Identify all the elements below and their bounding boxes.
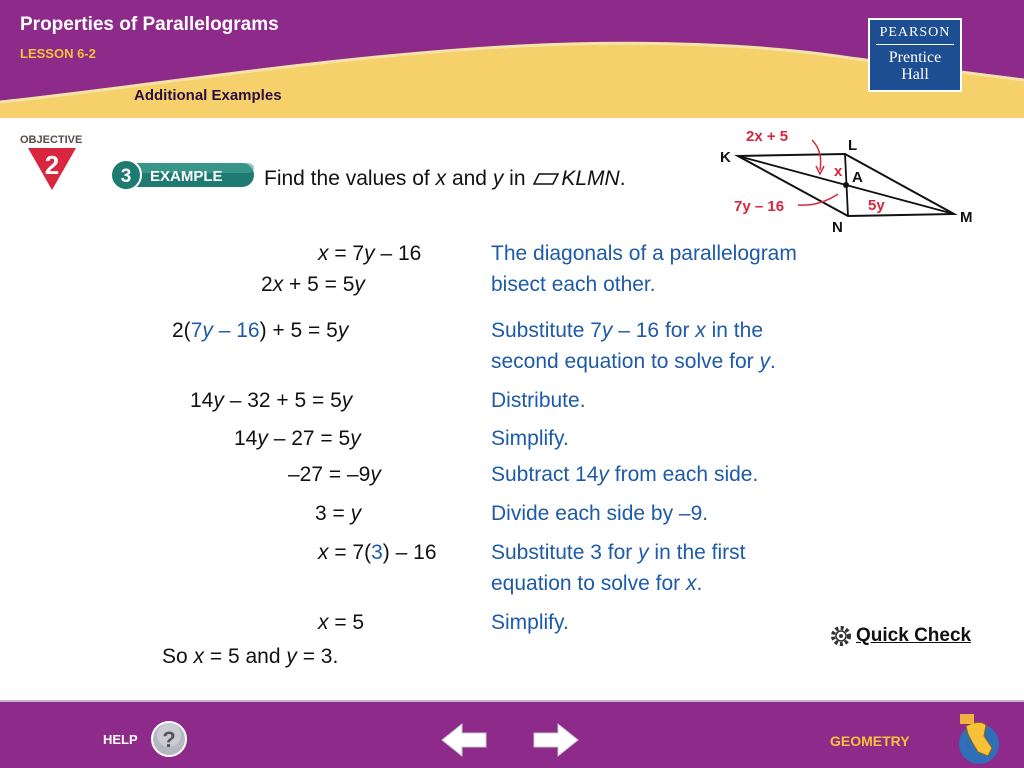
- equation-4: 14y – 32 + 5 = 5y: [190, 389, 353, 412]
- gear-icon: [828, 624, 854, 648]
- segment-label-left: 7y – 16: [734, 198, 785, 215]
- geometry-label: GEOMETRY: [830, 733, 910, 749]
- explanation-1b: bisect each other.: [491, 273, 656, 296]
- figure-label-M: M: [960, 209, 973, 226]
- equation-3: 2(7y – 16) + 5 = 5y: [172, 319, 349, 342]
- figure-label-L: L: [848, 137, 858, 154]
- prompt-var-x: x: [435, 167, 447, 190]
- quick-check-label: Quick Check: [856, 625, 972, 646]
- prompt-text-and: and: [446, 167, 493, 190]
- explanation-3: Distribute.: [491, 389, 586, 412]
- segment-label-top: 2x + 5: [746, 128, 789, 145]
- example-badge: [110, 159, 256, 191]
- explanation-8: Simplify.: [491, 611, 569, 634]
- explanation-6: Divide each side by –9.: [491, 502, 709, 525]
- objective-label: OBJECTIVE: [20, 134, 83, 146]
- help-label: HELP: [103, 732, 138, 747]
- equation-8: x = 7(3) – 16: [318, 541, 437, 564]
- objective-number: 2: [44, 150, 60, 180]
- prompt-text-in: in: [503, 167, 532, 190]
- quick-check-link[interactable]: [828, 624, 971, 648]
- conclusion: So x = 5 and y = 3.: [162, 645, 339, 668]
- prompt-shape-name: KLMN: [561, 167, 620, 190]
- explanation-2a: Substitute 7y – 16 for x in the: [491, 319, 764, 342]
- slide-title: Properties of Parallelograms: [20, 14, 279, 35]
- explanation-7a: Substitute 3 for y in the first: [491, 541, 746, 564]
- figure-label-K: K: [720, 149, 731, 166]
- parallelogram-symbol-icon: [533, 173, 559, 185]
- explanation-4: Simplify.: [491, 427, 569, 450]
- equation-6: –27 = –9y: [288, 463, 381, 486]
- logo-line-2: Prentice: [888, 49, 942, 66]
- equation-2: 2x + 5 = 5y: [261, 273, 365, 296]
- explanation-7b: equation to solve for x.: [491, 572, 703, 595]
- equation-9: x = 5: [318, 611, 365, 634]
- help-button[interactable]: [150, 720, 188, 758]
- lesson-label: LESSON 6-2: [20, 46, 96, 61]
- segment-label-right: 5y: [868, 197, 885, 214]
- figure-label-N: N: [832, 219, 843, 234]
- equation-7: 3 = y: [315, 502, 362, 525]
- publisher-logo: [868, 18, 962, 92]
- example-number: 3: [120, 166, 132, 187]
- equation-5: 14y – 27 = 5y: [234, 427, 361, 450]
- logo-line-1: PEARSON: [879, 25, 951, 40]
- question-mark-icon: ?: [162, 727, 176, 752]
- objective-badge: [26, 146, 78, 192]
- prompt-period: .: [619, 167, 626, 190]
- explanation-5: Subtract 14y from each side.: [491, 463, 759, 486]
- parallelogram-figure: [712, 122, 984, 234]
- segment-label-x: x: [834, 163, 843, 180]
- right-arrow-icon[interactable]: [532, 722, 580, 758]
- equation-1: x = 7y – 16: [318, 242, 422, 265]
- explanation-1a: The diagonals of a parallelogram: [491, 242, 797, 265]
- left-arrow-icon[interactable]: [440, 722, 488, 758]
- example-label: EXAMPLE: [150, 168, 223, 185]
- figure-label-A: A: [852, 169, 863, 186]
- explanation-2b: second equation to solve for y.: [491, 350, 776, 373]
- problem-prompt: [264, 167, 626, 191]
- state-globe-icon: [952, 712, 1002, 766]
- prompt-var-y: y: [492, 167, 504, 190]
- logo-line-3: Hall: [901, 66, 929, 83]
- section-label: Additional Examples: [134, 87, 282, 104]
- prompt-text: Find the values of: [264, 167, 436, 190]
